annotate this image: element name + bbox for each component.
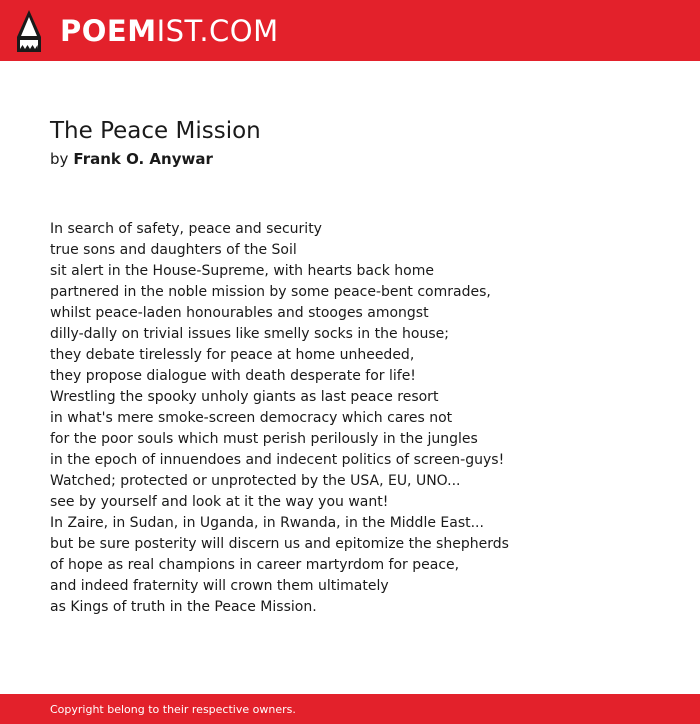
copyright-notice: Copyright belong to their respective owners.	[50, 703, 296, 716]
logo-light-text: IST.COM	[156, 13, 279, 48]
poem-line: they propose dialogue with death desperate for life!	[50, 368, 416, 384]
poem-line: for the poor souls which must perish perilously in the jungles	[50, 431, 478, 447]
poem-line: sit alert in the House-Supreme, with hearts back home	[50, 263, 434, 279]
poem-byline	[50, 149, 213, 169]
poem-line: In search of safety, peace and security	[50, 221, 322, 237]
poem-line: partnered in the noble mission by some peace-bent comrades,	[50, 284, 491, 300]
poem-title: The Peace Mission	[50, 118, 261, 144]
poem-line: Watched; protected or unprotected by the USA, EU, UNO...	[50, 473, 461, 489]
poem-line: whilst peace-laden honourables and stooges amongst	[50, 305, 429, 321]
site-logo-text	[60, 13, 279, 48]
logo-bold-text: POEM	[60, 13, 157, 48]
pencil-icon	[14, 9, 44, 53]
poem-line: in the epoch of innuendoes and indecent politics of screen-guys!	[50, 452, 505, 468]
poem-line: in what's mere smoke-screen democracy which cares not	[50, 410, 453, 426]
site-footer	[0, 694, 700, 724]
poem-line: In Zaire, in Sudan, in Uganda, in Rwanda, in the Middle East...	[50, 515, 484, 531]
author-link[interactable]: Frank O. Anywar	[73, 150, 213, 168]
site-logo-link[interactable]	[14, 8, 279, 54]
poem-line: of hope as real champions in career martyrdom for peace,	[50, 557, 460, 573]
poem-line: see by yourself and look at it the way you want!	[50, 494, 389, 510]
poem-line: dilly-dally on trivial issues like smelly socks in the house;	[50, 326, 449, 342]
poem-line: but be sure posterity will discern us and epitomize the shepherds	[50, 536, 509, 552]
poem-body	[50, 219, 670, 618]
poem-line: as Kings of truth in the Peace Mission.	[50, 599, 317, 615]
byline-prefix: by	[50, 150, 69, 168]
poem-line: and indeed fraternity will crown them ultimately	[50, 578, 389, 594]
poem-line: they debate tirelessly for peace at home unheeded,	[50, 347, 415, 363]
poem-line: true sons and daughters of the Soil	[50, 242, 297, 258]
site-header	[0, 0, 700, 61]
poem-line: Wrestling the spooky unholy giants as last peace resort	[50, 389, 439, 405]
